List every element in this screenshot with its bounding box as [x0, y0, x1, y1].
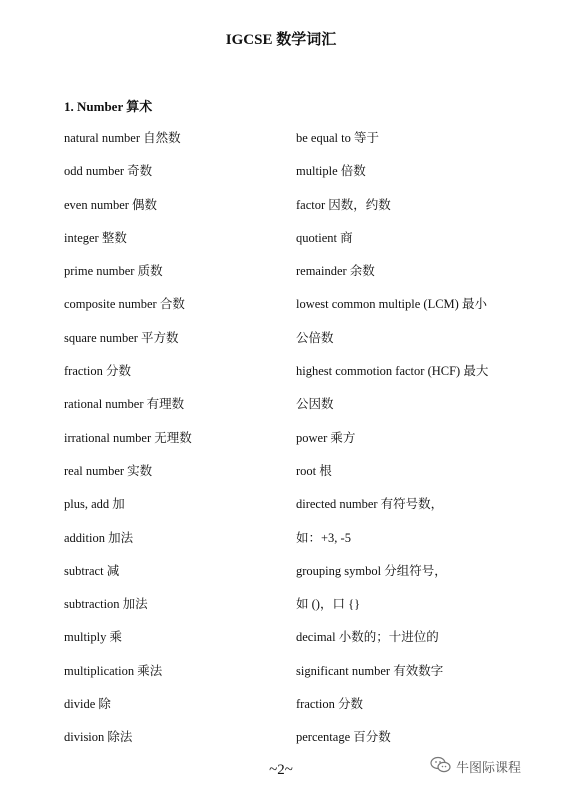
- vocab-item: irrational number 无理数: [64, 430, 192, 445]
- vocab-item: prime number 质数: [64, 264, 163, 279]
- vocab-item: be equal to 等于: [296, 131, 379, 145]
- vocab-item: rational number 有理数: [64, 397, 185, 412]
- vocab-item: power 乘方: [296, 430, 356, 445]
- vocab-item: fraction 分数: [64, 364, 131, 379]
- vocab-item: divide 除: [64, 697, 111, 712]
- vocab-item: root 根: [296, 463, 332, 478]
- vocab-item: addition 加法: [64, 530, 134, 545]
- vocab-item: square number 平方数: [64, 330, 179, 345]
- vocab-item: integer 整数: [64, 230, 127, 245]
- vocab-item: subtraction 加法: [64, 597, 148, 612]
- section-heading: 1. Number 算术: [64, 99, 153, 114]
- vocab-item: decimal 小数的；十进位的: [296, 630, 439, 645]
- watermark: [430, 756, 521, 777]
- vocab-item: even number 偶数: [64, 197, 158, 212]
- vocab-item: plus, add 加: [64, 497, 125, 512]
- vocab-item: directed number 有符号数，: [296, 497, 444, 512]
- vocab-item: 公因数: [296, 397, 334, 412]
- vocab-column-left: [64, 128, 284, 761]
- vocab-item: factor 因数，约数: [296, 197, 391, 212]
- vocab-item: composite number 合数: [64, 297, 185, 312]
- vocab-item: grouping symbol 分组符号，: [296, 563, 447, 578]
- vocab-item: significant number 有效数字: [296, 663, 444, 678]
- vocab-item: subtract 减: [64, 563, 120, 578]
- vocab-item: highest commotion factor (HCF) 最大: [296, 364, 489, 379]
- page-number: ~2~: [269, 762, 293, 778]
- wechat-icon: [430, 756, 452, 777]
- vocab-item: multiplication 乘法: [64, 663, 163, 678]
- page-title: IGCSE 数学词汇: [225, 32, 337, 48]
- vocab-item: percentage 百分数: [296, 730, 391, 745]
- vocab-item: real number 实数: [64, 463, 153, 478]
- watermark-text: 牛图际课程: [456, 760, 522, 775]
- vocab-item: natural number 自然数: [64, 131, 181, 145]
- vocab-item: quotient 商: [296, 230, 353, 245]
- vocab-item: lowest common multiple (LCM) 最小: [296, 297, 487, 312]
- vocab-column-right: [296, 128, 536, 761]
- vocab-item: 公倍数: [296, 330, 334, 345]
- vocab-item: 如：+3, -5: [296, 530, 351, 545]
- vocab-item: multiply 乘: [64, 630, 122, 645]
- vocab-item: remainder 余数: [296, 264, 375, 279]
- vocab-item: 如 ()，口 {}: [296, 597, 361, 612]
- vocab-item: multiple 倍数: [296, 164, 366, 179]
- vocab-item: odd number 奇数: [64, 164, 153, 179]
- vocab-item: fraction 分数: [296, 697, 363, 712]
- vocab-item: division 除法: [64, 730, 133, 745]
